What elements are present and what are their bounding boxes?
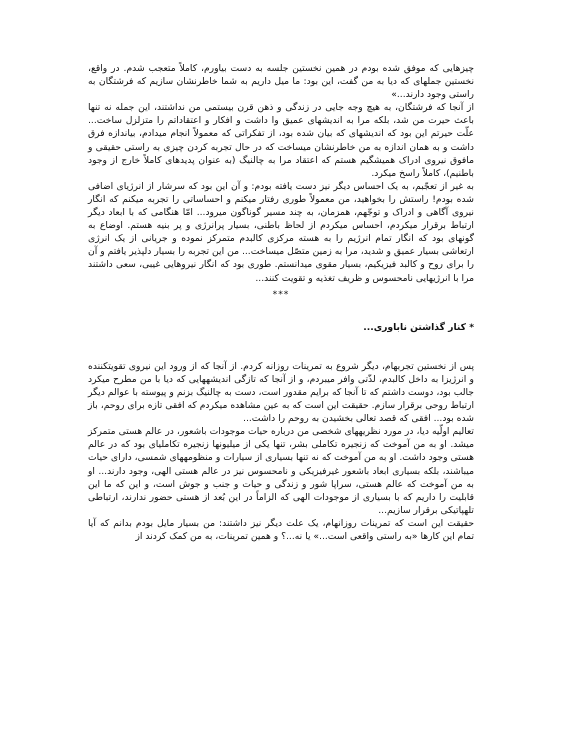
document-page xyxy=(88,62,474,543)
paragraph: از آنجا که فرشتگان، به هیچ وجه جایی در زندگی و ذهن قرن بیستمی من نداشتند، این جمله نه تنها باعث حیرت من شد، بلکه مرا به اندیشهای عمیق وا داشت و افکار و اعتقاداتم را متزلزل ساخت... علّت حیرتم این بود که اندیشهای که بیان شده بود، از تفکراتی که معمولاً انجام میدادم، بیاندازه فرق داشت و به همان اندازه به من خاطرنشان میساخت که در حال تجربه کردن چیزی به راستی حقیقی و مافوق نیروی ادراک همیشگیم هستم که اعتقاد مرا به چالنیگ (به عنوان پدیدهای کاملاً خارج از وجود باطنیم)، کاملاً راسخ میکرد. xyxy=(88,102,474,179)
section-separator: *** xyxy=(272,288,290,300)
paragraph: حقیقت این است که تمرینات روزانهام، یک علت دیگر نیز داشتند: من بسیار مایل بودم بدانم که آیا تمام این کارها «به راستی واقعی است...» یا نه...؟ و همین تمرینات، به من کمک کردند از xyxy=(88,517,474,542)
paragraph: تعالیم اولّیه دیا، در مورد نظریههای شخصی من درباره حیات موجودات باشعور، در عالم هستی متمرکز میشد. او به من آموخت که زنجیره تکاملی بشر، تنها یکی از میلیونها زنجیره تکاملیای بود که در عالم هستی وجود داشت. او به من آموخت که نه تنها بسیاری از سیارات و منظومههای شمسی، دارای حیات میباشند، بلکه بسیاری ابعاد باشعور غیرفیزیکی و نامحسوس نیز در عالم هستی الهی، وجود دارند... او به من آموخت که عالم هستی، سراپا شور و زندگی و حیات و جنب و جوش است، و این که ما این قابلیت را داریم که با بسیاری از موجودات الهی که الزاماً در این بُعد از هستی حضور ندارند، ارتباطی تلهپاتیکی برقرار سازیم... xyxy=(88,426,474,516)
paragraph: به غیر از تعجّبم، به یک احساس دیگر نیز دست یافته بودم: و آن این بود که سرشار از انرژیای اضافی شده بودم! راستش را بخواهید، من معمولاً طوری رفتار میکنم و احساساتی را تجربه میکنم که انگار نیروی آگاهی و ادراک و توجّهم، همزمان، به چند مسیر گوناگون میرود... امّا هنگامی که با ابعاد دیگر ارتباط برقرار میکردم، احساس میکردم از لحاظ باطنی، بسیار پرانرژی و پر بنیه هستم. اوضاع به گونهای بود که انگار تمام انرژیم را به هسته مرکزی کالبدم متمرکز نموده و جریانی از یک انرژی ارتعاشی بسیار عمیق و شدید، مرا به زمین متصّل میساخت... من این تجربه را بسیار دلپذیر یافتم و آن را برای روح و کالبد فیزیکیم، بسیار مقوی میدانستم. طوری بود که انگار نیروهایی غیبی، سعی داشتند مرا با انرژیهایی نامحسوس و ظریف تغذیه و تقویت کنند... xyxy=(88,180,474,284)
paragraph: چیزهایی که موفق شده بودم در همین نخستین جلسه به دست بیاورم، کاملاً متعجب شدم. در واقع، نخستین جملهای که دیا به من گفت، این بود: ما میل داریم به شما خاطرنشان سازیم که فرشتگان به راستی وجود دارند...» xyxy=(88,63,474,101)
paragraph: پس از نخستین تجربهام، دیگر شروع به تمرینات روزانه کردم. از آنجا که از ورود این نیروی تقویتکننده و انرژیزا به داخل کالبدم، لذّتی وافر میبردم، و از آنجا که تازگی اندیشههایی که دیا با من مطرح میکرد جالب بود، دوست داشتم که تا آنجا که برایم مقدور است، دست به چالنیگ بزنم و پیوسته با عوالم دیگر ارتباط روحی برقرار سازم. حقیقت این است که به عین مشاهده میکردم که افقی تازه برای روحم، باز شده بود... افقی که قصد تعالی بخشیدن به روحم را داشت... xyxy=(88,360,474,425)
section-heading: * کنار گذاشتن ناباوری... xyxy=(363,321,474,333)
